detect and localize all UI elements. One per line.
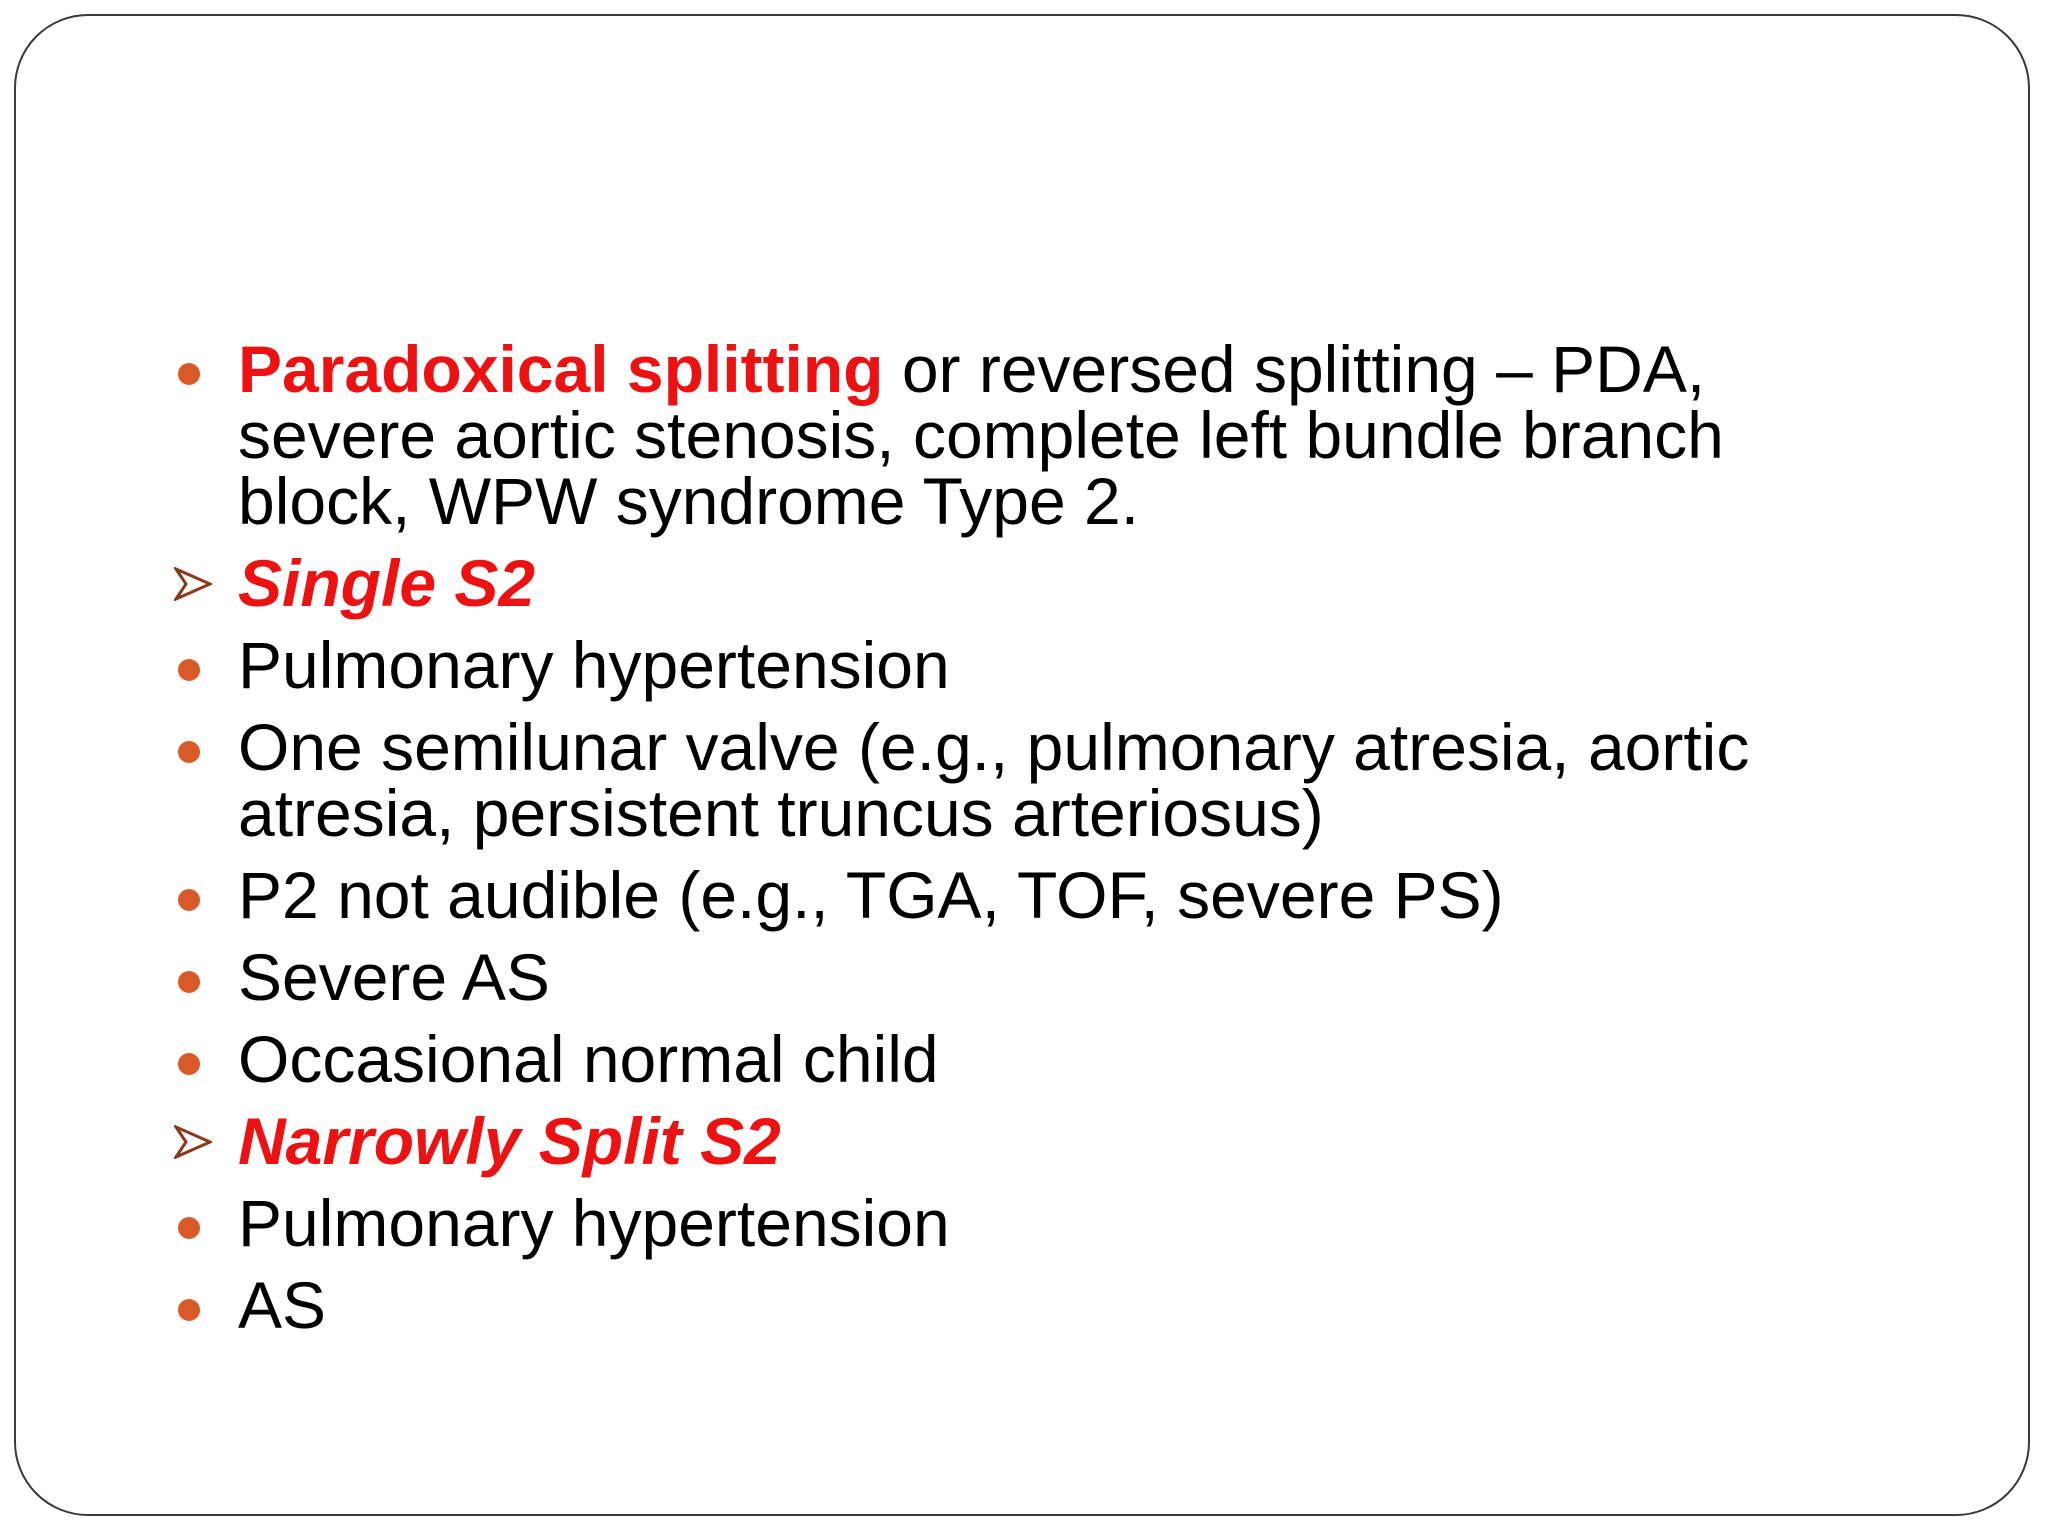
bullet-dot-icon	[178, 1053, 200, 1075]
list-item-paradoxical-splitting	[176, 332, 1856, 538]
line-text: or reversed splitting – PDA,	[883, 332, 1706, 406]
bullet-dot-icon	[178, 1217, 200, 1239]
bullet-dot-icon	[178, 971, 200, 993]
item-text: Severe AS	[238, 940, 550, 1014]
list-item	[176, 858, 1856, 932]
list-item	[176, 1268, 1856, 1342]
bullet-dot-icon	[178, 889, 200, 911]
arrow-bullet-icon	[174, 567, 212, 601]
item-text: P2 not audible (e.g., TGA, TOF, severe PS)	[238, 858, 1504, 932]
line-1	[238, 332, 1856, 406]
bullet-dot-icon	[178, 741, 200, 763]
line-2: atresia, persistent truncus arteriosus)	[238, 776, 1324, 850]
list-item	[176, 1022, 1856, 1096]
line-1: One semilunar valve (e.g., pulmonary atresia, aortic	[238, 710, 1750, 784]
item-text: Pulmonary hypertension	[238, 628, 950, 702]
heading-text: Narrowly Split S2	[238, 1104, 781, 1178]
list-item	[176, 940, 1856, 1014]
bullet-dot-icon	[178, 363, 200, 385]
highlight-text: Paradoxical splitting	[238, 332, 884, 406]
arrow-bullet-icon	[174, 1125, 212, 1159]
line-3: block, WPW syndrome Type 2.	[238, 464, 1140, 538]
heading-text: Single S2	[238, 546, 536, 620]
bullet-dot-icon	[178, 1299, 200, 1321]
section-heading-narrowly-split-s2	[176, 1104, 1856, 1178]
list-item	[176, 628, 1856, 702]
slide-content	[176, 332, 1856, 1342]
item-text: AS	[238, 1268, 327, 1342]
bullet-dot-icon	[178, 659, 200, 681]
item-text: Pulmonary hypertension	[238, 1186, 950, 1260]
slide-frame	[14, 14, 2030, 1516]
list-item	[176, 1186, 1856, 1260]
item-text: Occasional normal child	[238, 1022, 939, 1096]
line-2: severe aortic stenosis, complete left bundle branch	[238, 398, 1724, 472]
list-item	[176, 710, 1856, 850]
section-heading-single-s2	[176, 546, 1856, 620]
